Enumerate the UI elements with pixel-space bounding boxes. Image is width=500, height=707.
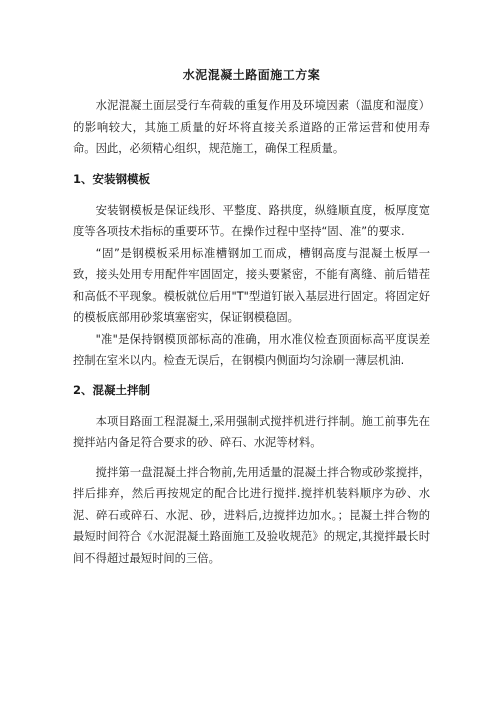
section-2-paragraph-1: 本项目路面工程混凝土,采用强制式搅拌机进行拌制。施工前事先在搅拌站内备足符合要求的砂、碎石、水泥等材料。 <box>73 414 430 449</box>
section-1-paragraph-2: “固”是钢模板采用标准槽钢加工而成，槽钢高度与混凝土板厚一致，接头处用专用配件牢固固定，接头要紧密，不能有离缝、前后错茬和高低不平现象。模板就位后用"T"型道钉嵌入基层进行固定。将固定好的模板底部用砂浆填塞密实，保证钢模稳固。 <box>73 246 430 324</box>
section-1-heading: 1、安装钢模板 <box>73 171 151 186</box>
paragraph-gap <box>73 454 430 462</box>
section-2-heading: 2、混凝土拌制 <box>73 382 151 397</box>
section-1-paragraph-1: 安装钢模板是保证线形、平整度、路拱度，纵缝顺直度，板厚度宽度等各项技术指标的重要环节。在操作过程中坚持“固、准”的要求. <box>73 203 430 238</box>
section-1-paragraph-3: "准"是保持钢模顶部标高的准确，用水准仪检查顶面标高平度误差控制在室米以内。检查无误后，在钢模内侧面均匀涂刷一薄层机油. <box>73 332 430 367</box>
section-2-paragraph-2: 搅拌第一盘混凝土拌合物前,先用适量的混凝土拌合物或砂浆搅拌，拌后排弃，然后再按规定的配合比进行搅拌.搅拌机装料顺序为砂、水泥、碎石或碎石、水泥、砂，进料后,边搅拌边加水。；昆凝土拌合物的最短时间符合《水泥混凝土路面施工及验收规范》的规定,其搅拌最长时间不得超过最短时间的三倍。 <box>73 465 430 565</box>
intro-paragraph: 水泥混凝土面层受行车荷载的重复作用及环境因素（温度和湿度）的影响较大，其施工质量的好坏将直接关系道路的正常运营和使用寿命。因此，必须精心组织，规范施工，确保工程质量。 <box>73 99 430 155</box>
document-title: 水泥混凝土路面施工方案 <box>182 68 321 82</box>
